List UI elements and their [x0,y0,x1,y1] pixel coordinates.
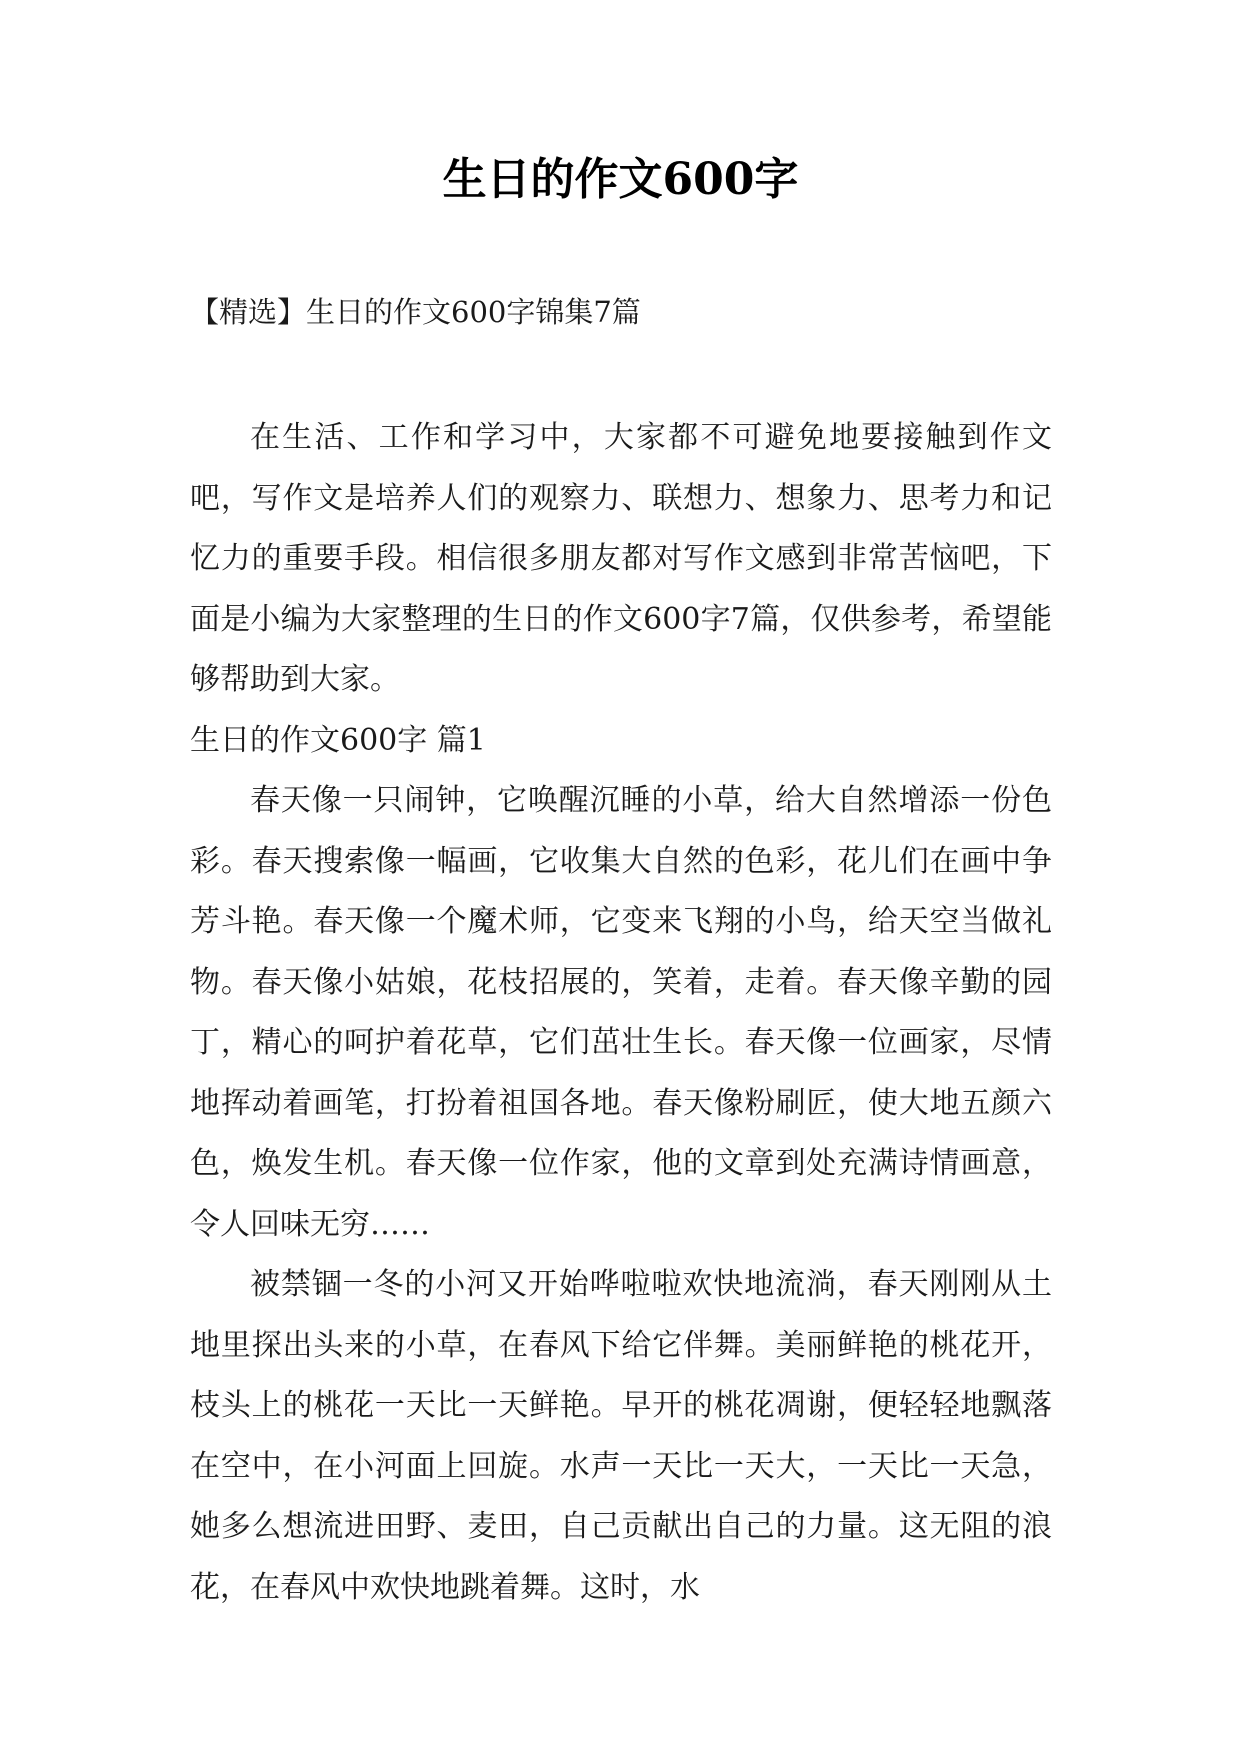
body-paragraph: 春天像一只闹钟，它唤醒沉睡的小草，给大自然增添一份色彩。春天搜索像一幅画，它收集大自然的色彩，花儿们在画中争芳斗艳。春天像一个魔术师，它变来飞翔的小鸟，给天空当做礼物。春天像小姑娘，花枝招展的，笑着，走着。春天像辛勤的园丁，精心的呵护着花草，它们茁壮生长。春天像一位画家，尽情地挥动着画笔，打扮着祖国各地。春天像粉刷匠，使大地五颜六色，焕发生机。春天像一位作家，他的文章到处充满诗情画意，令人回味无穷…… [190,783,1052,1242]
document-body [190,408,1052,1618]
document-subtitle: 【精选】生日的作文600字锦集7篇 [190,295,641,329]
document-title: 生日的作文600字 [442,154,799,205]
body-paragraph: 被禁锢一冬的小河又开始哗啦啦欢快地流淌，春天刚刚从土地里探出头来的小草，在春风下给它伴舞。美丽鲜艳的桃花开，枝头上的桃花一天比一天鲜艳。早开的桃花凋谢，便轻轻地飘落在空中，在小河面上回旋。水声一天比一天大，一天比一天急，她多么想流进田野、麦田，自己贡献出自己的力量。这无阻的浪花，在春风中欢快地跳着舞。这时，水 [190,1267,1052,1605]
intro-paragraph: 在生活、工作和学习中，大家都不可避免地要接触到作文吧，写作文是培养人们的观察力、联想力、想象力、思考力和记忆力的重要手段。相信很多朋友都对写作文感到非常苦恼吧，下面是小编为大家整理的生日的作文600字7篇，仅供参考，希望能够帮助到大家。 [190,420,1052,697]
section-heading: 生日的作文600字 篇1 [190,722,486,758]
